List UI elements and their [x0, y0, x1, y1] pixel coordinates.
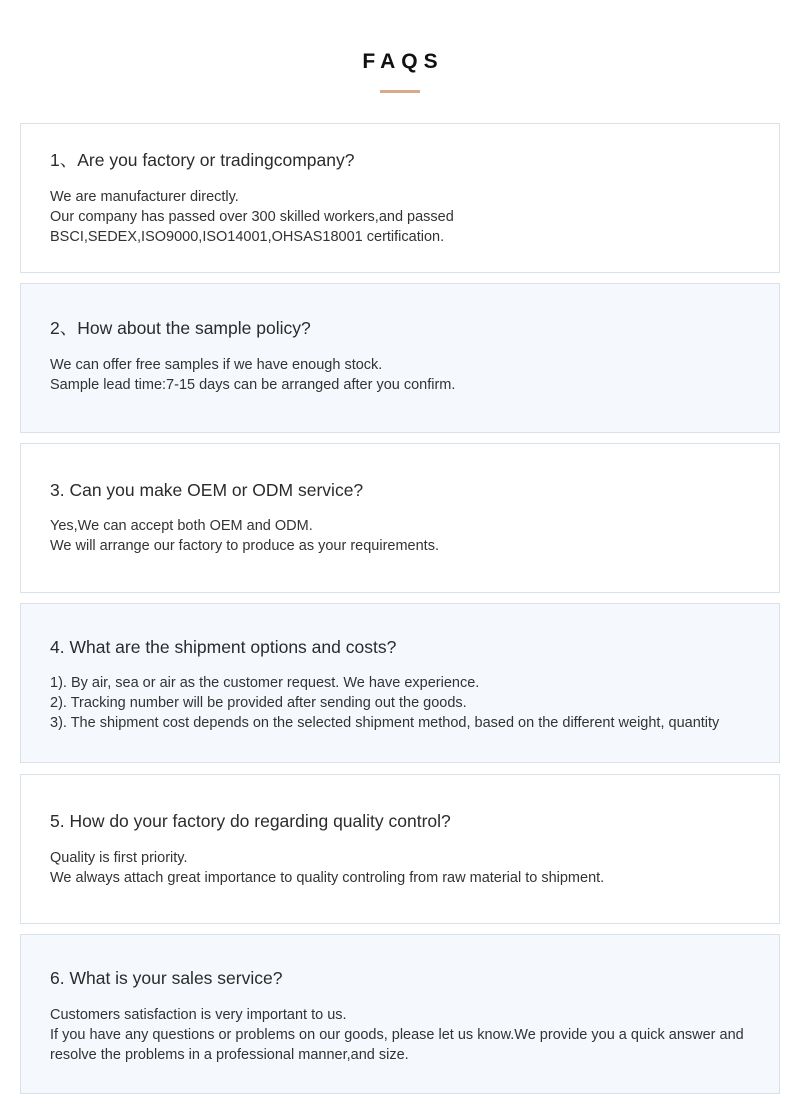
faq-answer-line: We always attach great importance to quality controling from raw material to shipment. — [50, 870, 605, 886]
title-underline — [380, 90, 420, 93]
faq-answer-line: Yes,We can accept both OEM and ODM. — [50, 518, 313, 534]
faq-item — [20, 774, 780, 924]
faq-answer-line: 3). The shipment cost depends on the selected shipment method, based on the different weight, quantity — [50, 715, 720, 731]
faq-question: 6. What is your sales service? — [50, 968, 283, 988]
faq-answer-line: Our company has passed over 300 skilled workers,and passed BSCI,SEDEX,ISO9000,ISO14001,OHSAS18001 certification. — [50, 209, 458, 245]
faq-answer-line: We are manufacturer directly. — [50, 189, 239, 205]
faq-answer-line: Quality is first priority. — [50, 850, 188, 866]
faq-answer-line: 2). Tracking number will be provided after sending out the goods. — [50, 695, 467, 711]
faq-answer-line: Sample lead time:7-15 days can be arranged after you confirm. — [50, 377, 456, 393]
faq-item — [20, 443, 780, 593]
faq-answer-line: We can offer free samples if we have enough stock. — [50, 357, 383, 373]
faq-item — [20, 123, 780, 273]
faq-question: 3. Can you make OEM or ODM service? — [50, 480, 364, 500]
faq-item — [20, 283, 780, 433]
faq-answer — [50, 673, 759, 733]
faq-answer-line: Customers satisfaction is very important to us. — [50, 1007, 347, 1023]
faq-answer — [50, 355, 759, 395]
page-title: FAQS — [362, 50, 444, 73]
faq-answer-line: 1). By air, sea or air as the customer request. We have experience. — [50, 675, 480, 691]
faq-question: 2、How about the sample policy? — [50, 318, 311, 338]
faq-answer — [50, 848, 759, 888]
faq-item — [20, 603, 780, 763]
faq-question: 4. What are the shipment options and costs? — [50, 637, 397, 657]
faq-answer — [50, 516, 759, 556]
faq-answer-line: If you have any questions or problems on our goods, please let us know.We provide you a quick answer and resolve the problems in a professional manner,and size. — [50, 1027, 748, 1063]
faq-answer — [50, 187, 759, 247]
faq-question: 5. How do your factory do regarding quality control? — [50, 811, 451, 831]
faq-item — [20, 934, 780, 1094]
faq-answer-line: We will arrange our factory to produce as your requirements. — [50, 538, 439, 554]
faq-question: 1、Are you factory or tradingcompany? — [50, 150, 355, 170]
faq-answer — [50, 1005, 759, 1065]
